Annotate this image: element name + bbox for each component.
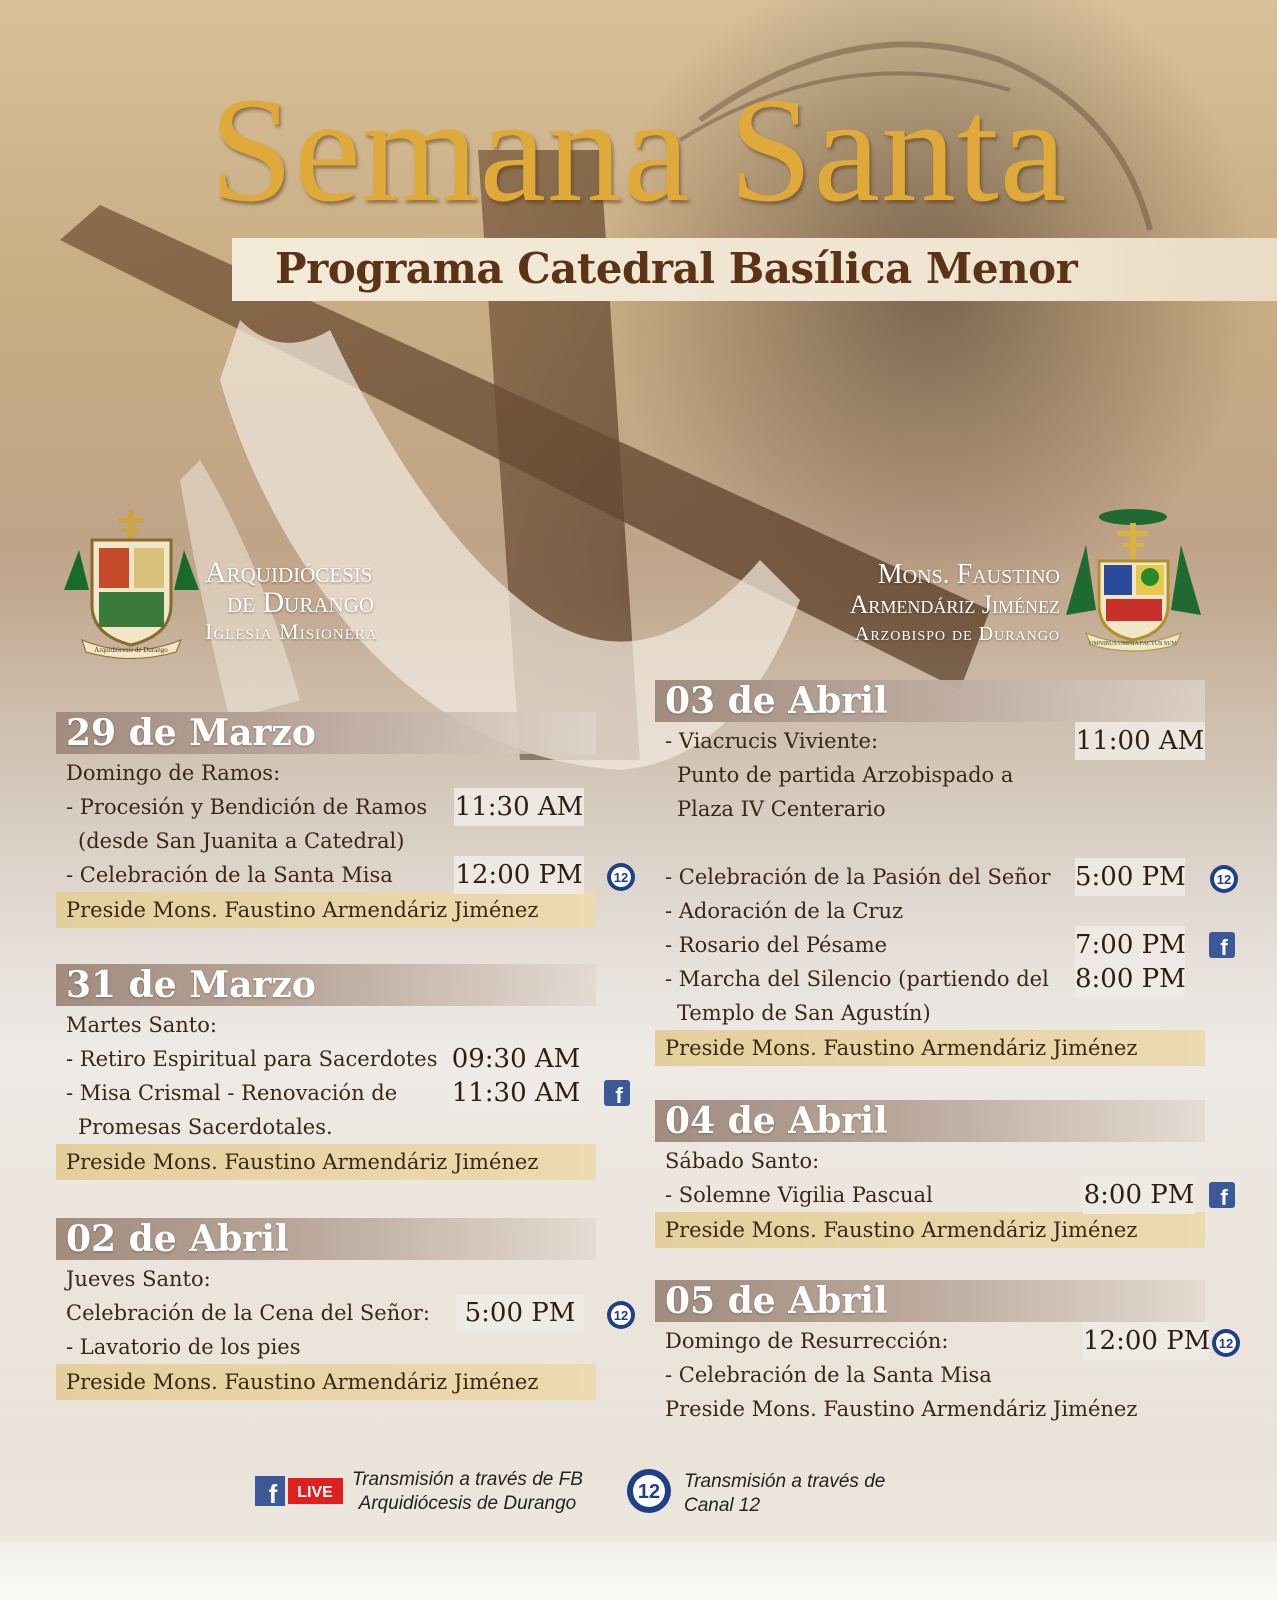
day-name: Martes Santo: <box>66 1013 217 1037</box>
day-date: 05 de Abril <box>655 1280 1205 1322</box>
event-row: - Retiro Espiritual para Sacerdotes 09:30 AM <box>56 1042 596 1076</box>
event-row: Celebración de la Cena del Señor: 5:00 PM 12 <box>56 1296 596 1330</box>
seal-ribbon-text: Arquidiócesis de Durango <box>94 646 168 654</box>
page-subtitle: Programa Catedral Basílica Menor <box>275 244 1078 293</box>
day-02-abril <box>56 1218 629 1400</box>
day-29-marzo <box>56 712 629 928</box>
event-time: 5:00 PM <box>456 1294 584 1332</box>
canal-12-icon <box>606 1300 636 1330</box>
seal-motto-text: OMNIBUS OMNIA FACTUS SUM <box>1089 641 1177 647</box>
preside-banner: Preside Mons. Faustino Armendáriz Jiménez <box>56 1364 596 1400</box>
facebook-icon <box>1209 1182 1235 1208</box>
day-03-abril <box>655 680 1232 1066</box>
svg-text:f: f <box>1220 1185 1228 1208</box>
archbishop-coat-of-arms <box>1066 505 1201 655</box>
event-row: - Lavatorio de los pies <box>66 1335 301 1359</box>
event-detail: Promesas Sacerdotales. <box>78 1115 333 1139</box>
preside-banner: Preside Mons. Faustino Armendáriz Jiménez <box>56 892 596 928</box>
canal-12-icon <box>1211 1328 1241 1358</box>
footer-fb-text: Transmisión a través de FB Arquidiócesis de Durango <box>352 1469 583 1514</box>
day-31-marzo <box>56 964 623 1180</box>
event-row: - Procesión y Bendición de Ramos 11:30 AM <box>56 790 596 824</box>
svg-text:12: 12 <box>637 1481 661 1503</box>
day-date: 29 de Marzo <box>56 712 596 754</box>
svg-text:LIVE: LIVE <box>297 1484 333 1501</box>
event-row: - Adoración de la Cruz <box>665 899 904 923</box>
event-row: - Celebración de la Santa Misa 12:00 PM 12 <box>56 858 596 892</box>
event-time: 8:00 PM <box>1075 960 1185 998</box>
event-detail: (desde San Juanita a Catedral) <box>78 829 405 853</box>
event-time: 8:00 PM <box>1083 1176 1195 1214</box>
svg-text:12: 12 <box>1216 872 1232 887</box>
event-detail: Templo de San Agustín) <box>677 1001 931 1025</box>
event-time: 5:00 PM <box>1075 858 1185 896</box>
preside-banner: Preside Mons. Faustino Armendáriz Jiménez <box>655 1212 1205 1248</box>
event-row: - Marcha del Silencio (partiendo del 8:00 PM <box>655 962 1205 996</box>
day-name: Sábado Santo: <box>665 1149 820 1173</box>
event-time: 09:30 AM <box>448 1040 584 1078</box>
day-date: 03 de Abril <box>655 680 1205 722</box>
event-time: 11:30 AM <box>448 1074 584 1112</box>
event-time: 11:00 AM <box>1075 722 1205 760</box>
event-row: - Celebración de la Pasión del Señor 5:00 PM 12 <box>655 860 1205 894</box>
svg-text:12: 12 <box>613 1308 629 1323</box>
canal-12-icon <box>606 862 636 892</box>
canal-12-icon <box>626 1468 672 1514</box>
archdiocese-coat-of-arms <box>64 510 199 660</box>
day-date: 31 de Marzo <box>56 964 596 1006</box>
day-date: 02 de Abril <box>56 1218 596 1260</box>
day-04-abril <box>655 1100 1228 1248</box>
bottom-band <box>0 1542 1277 1600</box>
svg-text:12: 12 <box>613 870 629 885</box>
event-time: 7:00 PM <box>1075 926 1185 964</box>
day-date: 04 de Abril <box>655 1100 1205 1142</box>
event-row: - Misa Crismal - Renovación de 11:30 AM f <box>56 1076 596 1110</box>
day-05-abril <box>655 1280 1234 1426</box>
archdiocese-name: Arquidiócesis de Durango Iglesia Misionera <box>205 556 378 644</box>
event-time: 12:00 PM <box>1083 1322 1209 1360</box>
svg-text:12: 12 <box>1218 1336 1234 1351</box>
event-row: - Viacrucis Viviente: 11:00 AM <box>655 724 1205 758</box>
preside-banner: Preside Mons. Faustino Armendáriz Jiménez <box>56 1144 596 1180</box>
svg-text:f: f <box>615 1083 623 1106</box>
event-row: Domingo de Resurrección: 12:00 PM 12 <box>655 1324 1205 1358</box>
svg-text:f: f <box>1220 935 1228 958</box>
canal-12-icon <box>1209 864 1239 894</box>
preside-banner: Preside Mons. Faustino Armendáriz Jiménez <box>655 1030 1205 1066</box>
svg-text:f: f <box>268 1479 278 1506</box>
preside-text: Preside Mons. Faustino Armendáriz Jiménez <box>665 1397 1138 1421</box>
facebook-live-icon <box>255 1476 345 1506</box>
event-time: 11:30 AM <box>454 788 584 826</box>
day-name: Jueves Santo: <box>66 1267 211 1291</box>
day-name: Domingo de Ramos: <box>66 761 281 785</box>
event-row: - Solemne Vigilia Pascual 8:00 PM f <box>655 1178 1205 1212</box>
event-detail: Plaza IV Centerario <box>677 797 886 821</box>
event-detail: Punto de partida Arzobispado a <box>677 763 1014 787</box>
archbishop-name: Mons. Faustino Armendáriz Jiménez Arzobispo de Durango <box>849 559 1060 645</box>
page-title: Semana Santa <box>209 67 1068 233</box>
event-row: - Rosario del Pésame 7:00 PM f <box>655 928 1205 962</box>
event-row: - Celebración de la Santa Misa <box>665 1363 992 1387</box>
footer-tv-text: Transmisión a través de Canal 12 <box>684 1471 886 1516</box>
facebook-icon <box>1209 932 1235 958</box>
spacer <box>655 826 1205 860</box>
event-time: 12:00 PM <box>454 856 584 894</box>
facebook-icon <box>604 1080 630 1106</box>
